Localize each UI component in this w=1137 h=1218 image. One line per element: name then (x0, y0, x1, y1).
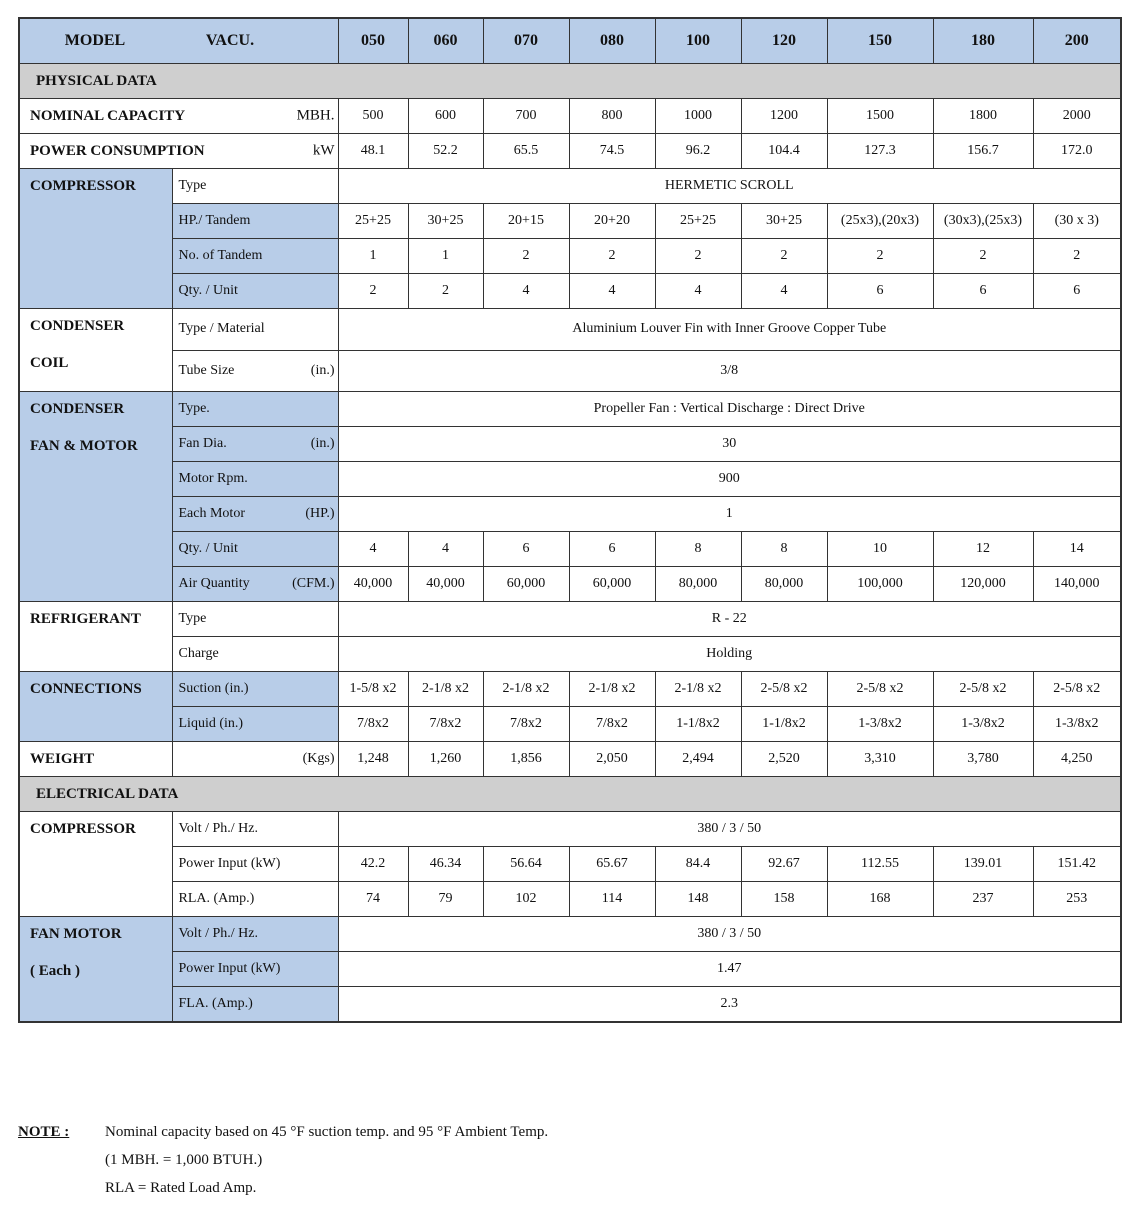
row-label-text: Liquid (in.) (178, 716, 244, 731)
table-row (19, 882, 1121, 917)
row-label-text: Volt / Ph./ Hz. (178, 926, 258, 941)
value-cell: 60,000 (569, 567, 655, 602)
value-cell: 700 (483, 99, 569, 134)
table-row (19, 392, 1121, 427)
value-cell: 1 (338, 497, 1121, 532)
value-cell: 2-1/8 x2 (408, 672, 483, 707)
value-cell: 380 / 3 / 50 (338, 917, 1121, 952)
model-header (19, 18, 338, 64)
value-cell: 2 (408, 274, 483, 309)
row-label-text: Power Input (kW) (178, 961, 281, 976)
model-number: 180 (933, 18, 1033, 64)
value-cell: 4,250 (1033, 742, 1121, 777)
value-cell: 30+25 (741, 204, 827, 239)
value-cell: 40,000 (408, 567, 483, 602)
row-label-text: HP./ Tandem (178, 213, 251, 228)
row-label (172, 952, 338, 987)
value-cell: 4 (569, 274, 655, 309)
table-row (19, 707, 1121, 742)
group-label (19, 169, 172, 309)
model-number: 150 (827, 18, 933, 64)
value-cell: 3/8 (338, 350, 1121, 392)
row-label (19, 99, 338, 134)
note-line-1: Nominal capacity based on 45 °F suction temp. and 95 °F Ambient Temp. (105, 1124, 549, 1140)
value-cell: 8 (655, 532, 741, 567)
row-label-text: Volt / Ph./ Hz. (178, 821, 258, 836)
value-cell: 2,050 (569, 742, 655, 777)
value-cell: 120,000 (933, 567, 1033, 602)
value-cell: 380 / 3 / 50 (338, 812, 1121, 847)
group-label-line: REFRIGERANT (30, 611, 141, 627)
unit-label: (in.) (310, 362, 335, 378)
value-cell: 100,000 (827, 567, 933, 602)
value-cell: 104.4 (741, 134, 827, 169)
value-cell: 2 (483, 239, 569, 274)
note-line-3: RLA = Rated Load Amp. (105, 1180, 257, 1196)
value-cell: 8 (741, 532, 827, 567)
spec-table (18, 17, 1122, 1023)
value-cell: 800 (569, 99, 655, 134)
table-row (19, 672, 1121, 707)
group-label-line: COMPRESSOR (30, 178, 136, 194)
unit-label: MBH. (296, 107, 335, 124)
table-row (19, 812, 1121, 847)
value-cell: 2 (1033, 239, 1121, 274)
row-label-text: Suction (in.) (178, 681, 249, 696)
value-cell: (25x3),(20x3) (827, 204, 933, 239)
value-cell: 1,260 (408, 742, 483, 777)
table-row (19, 427, 1121, 462)
row-label (19, 134, 338, 169)
value-cell: 7/8x2 (338, 707, 408, 742)
value-cell: 80,000 (655, 567, 741, 602)
value-cell: 2 (569, 239, 655, 274)
value-cell: 25+25 (338, 204, 408, 239)
group-label-line: FAN & MOTOR (30, 438, 138, 454)
value-cell: 79 (408, 882, 483, 917)
group-label-line: COMPRESSOR (30, 821, 136, 837)
value-cell: 156.7 (933, 134, 1033, 169)
row-label-text: Air Quantity (178, 576, 250, 591)
spec-body (19, 18, 1121, 1022)
value-cell: 6 (569, 532, 655, 567)
value-cell: 48.1 (338, 134, 408, 169)
value-cell: 92.67 (741, 847, 827, 882)
value-cell: 2000 (1033, 99, 1121, 134)
value-cell: 102 (483, 882, 569, 917)
group-label-line: CONDENSER (30, 318, 125, 334)
table-row (19, 134, 1121, 169)
value-cell: 1000 (655, 99, 741, 134)
value-cell: 4 (741, 274, 827, 309)
row-label (172, 707, 338, 742)
value-cell: 112.55 (827, 847, 933, 882)
value-cell: 1-3/8x2 (1033, 707, 1121, 742)
group-label (19, 392, 172, 602)
row-label-text: Power Input (kW) (178, 856, 281, 871)
table-row (19, 204, 1121, 239)
value-cell: 158 (741, 882, 827, 917)
value-cell: 7/8x2 (569, 707, 655, 742)
table-row (19, 952, 1121, 987)
model-number: 100 (655, 18, 741, 64)
value-cell: 127.3 (827, 134, 933, 169)
value-cell: 74.5 (569, 134, 655, 169)
row-label-text: Qty. / Unit (178, 541, 238, 556)
value-cell: 1200 (741, 99, 827, 134)
value-cell: 4 (408, 532, 483, 567)
row-label (19, 742, 172, 777)
value-cell: 80,000 (741, 567, 827, 602)
value-cell: 25+25 (655, 204, 741, 239)
row-label (172, 882, 338, 917)
group-label (19, 309, 172, 392)
group-label (19, 812, 172, 917)
value-cell: R - 22 (338, 602, 1121, 637)
section-row (19, 64, 1121, 99)
row-label (172, 812, 338, 847)
row-label (172, 497, 338, 532)
value-cell: 1 (408, 239, 483, 274)
section-title: ELECTRICAL DATA (19, 777, 1121, 812)
value-cell: 2-5/8 x2 (933, 672, 1033, 707)
value-cell: 20+15 (483, 204, 569, 239)
row-label-text: NOMINAL CAPACITY (30, 107, 186, 124)
value-cell: 42.2 (338, 847, 408, 882)
note-line-2: (1 MBH. = 1,000 BTUH.) (105, 1152, 263, 1168)
value-cell: 6 (483, 532, 569, 567)
table-row (19, 169, 1121, 204)
row-label (172, 567, 338, 602)
value-cell: 2-1/8 x2 (569, 672, 655, 707)
table-row (19, 350, 1121, 392)
row-label (172, 204, 338, 239)
group-label-line: FAN MOTOR (30, 926, 122, 942)
row-label-text: FLA. (Amp.) (178, 996, 253, 1011)
group-label-line: CONDENSER (30, 401, 125, 417)
value-cell: 20+20 (569, 204, 655, 239)
table-row (19, 497, 1121, 532)
row-label-text: WEIGHT (30, 750, 95, 767)
row-label-text: Type / Material (178, 321, 265, 337)
value-cell: 74 (338, 882, 408, 917)
value-cell: 4 (338, 532, 408, 567)
value-cell: 60,000 (483, 567, 569, 602)
table-row (19, 742, 1121, 777)
row-label-text: Type. (178, 401, 210, 416)
value-cell: 900 (338, 462, 1121, 497)
table-row (19, 309, 1121, 351)
row-label (172, 309, 338, 351)
value-cell: 65.5 (483, 134, 569, 169)
model-number: 080 (569, 18, 655, 64)
value-cell: 1-3/8x2 (827, 707, 933, 742)
note-label: NOTE : (18, 1124, 70, 1140)
value-cell: Aluminium Louver Fin with Inner Groove Copper Tube (338, 309, 1121, 351)
row-label (172, 532, 338, 567)
row-label (172, 427, 338, 462)
row-label-text: Each Motor (178, 506, 245, 521)
vacu-label: VACU. (205, 32, 255, 49)
row-label (172, 637, 338, 672)
value-cell: 4 (483, 274, 569, 309)
model-number: 070 (483, 18, 569, 64)
section-title: PHYSICAL DATA (19, 64, 1121, 99)
model-number: 200 (1033, 18, 1121, 64)
unit-label: (HP.) (305, 506, 335, 521)
value-cell: 56.64 (483, 847, 569, 882)
value-cell: 114 (569, 882, 655, 917)
row-label (172, 462, 338, 497)
unit-label: (in.) (310, 436, 335, 451)
value-cell: 2 (338, 274, 408, 309)
model-label: MODEL (64, 32, 126, 49)
row-label (172, 274, 338, 309)
table-row (19, 239, 1121, 274)
row-label (172, 169, 338, 204)
value-cell: 10 (827, 532, 933, 567)
row-label (172, 350, 338, 392)
table-row (19, 917, 1121, 952)
row-label (172, 847, 338, 882)
value-cell: 52.2 (408, 134, 483, 169)
value-cell: 2.3 (338, 987, 1121, 1023)
value-cell: 6 (933, 274, 1033, 309)
value-cell: 7/8x2 (483, 707, 569, 742)
value-cell: 3,780 (933, 742, 1033, 777)
row-label-text: Qty. / Unit (178, 283, 238, 298)
value-cell: Propeller Fan : Vertical Discharge : Direct Drive (338, 392, 1121, 427)
value-cell: 148 (655, 882, 741, 917)
value-cell: 1800 (933, 99, 1033, 134)
value-cell: 96.2 (655, 134, 741, 169)
value-cell: 1-5/8 x2 (338, 672, 408, 707)
row-label-text: Type (178, 611, 207, 626)
value-cell: HERMETIC SCROLL (338, 169, 1121, 204)
row-label-text: RLA. (Amp.) (178, 891, 255, 906)
value-cell: 3,310 (827, 742, 933, 777)
table-row (19, 99, 1121, 134)
value-cell: 2 (827, 239, 933, 274)
unit-label: (CFM.) (292, 576, 335, 591)
model-number: 050 (338, 18, 408, 64)
group-label (19, 917, 172, 1023)
value-cell: 1-1/8x2 (741, 707, 827, 742)
value-cell: 139.01 (933, 847, 1033, 882)
value-cell: 46.34 (408, 847, 483, 882)
row-label-text: Type (178, 178, 207, 193)
group-label-line: COIL (30, 355, 69, 371)
unit-label: kW (312, 142, 335, 159)
unit-cell (172, 742, 338, 777)
value-cell: 84.4 (655, 847, 741, 882)
value-cell: 65.67 (569, 847, 655, 882)
table-row (19, 532, 1121, 567)
value-cell: Holding (338, 637, 1121, 672)
value-cell: 30 (338, 427, 1121, 462)
value-cell: 2-5/8 x2 (1033, 672, 1121, 707)
value-cell: 2 (933, 239, 1033, 274)
row-label (172, 602, 338, 637)
value-cell: 40,000 (338, 567, 408, 602)
model-number: 120 (741, 18, 827, 64)
value-cell: (30 x 3) (1033, 204, 1121, 239)
row-label (172, 917, 338, 952)
row-label-text: Fan Dia. (178, 436, 227, 451)
value-cell: 30+25 (408, 204, 483, 239)
row-label (172, 392, 338, 427)
value-cell: 6 (1033, 274, 1121, 309)
value-cell: 1,248 (338, 742, 408, 777)
value-cell: 1,856 (483, 742, 569, 777)
value-cell: 151.42 (1033, 847, 1121, 882)
model-number: 060 (408, 18, 483, 64)
value-cell: 2-1/8 x2 (483, 672, 569, 707)
value-cell: 6 (827, 274, 933, 309)
value-cell: 1-1/8x2 (655, 707, 741, 742)
table-row (19, 274, 1121, 309)
group-label-line: ( Each ) (30, 963, 80, 979)
group-label-line: CONNECTIONS (30, 681, 142, 697)
group-label (19, 602, 172, 672)
value-cell: 253 (1033, 882, 1121, 917)
value-cell: 2 (741, 239, 827, 274)
header-row (19, 18, 1121, 64)
value-cell: (30x3),(25x3) (933, 204, 1033, 239)
table-row (19, 567, 1121, 602)
value-cell: 2-1/8 x2 (655, 672, 741, 707)
value-cell: 1.47 (338, 952, 1121, 987)
value-cell: 500 (338, 99, 408, 134)
value-cell: 1-3/8x2 (933, 707, 1033, 742)
row-label-text: POWER CONSUMPTION (30, 142, 205, 159)
unit-label: (Kgs) (302, 751, 335, 766)
row-label (172, 987, 338, 1023)
value-cell: 172.0 (1033, 134, 1121, 169)
row-label-text: Charge (178, 646, 219, 661)
row-label-text: Motor Rpm. (178, 471, 248, 486)
row-label-text: Tube Size (178, 362, 235, 378)
table-row (19, 462, 1121, 497)
value-cell: 7/8x2 (408, 707, 483, 742)
value-cell: 1500 (827, 99, 933, 134)
value-cell: 2-5/8 x2 (741, 672, 827, 707)
table-row (19, 602, 1121, 637)
value-cell: 2-5/8 x2 (827, 672, 933, 707)
value-cell: 14 (1033, 532, 1121, 567)
row-label-text: No. of Tandem (178, 248, 263, 263)
value-cell: 237 (933, 882, 1033, 917)
value-cell: 12 (933, 532, 1033, 567)
table-row (19, 987, 1121, 1023)
row-label (172, 672, 338, 707)
value-cell: 2,520 (741, 742, 827, 777)
row-label (172, 239, 338, 274)
group-label (19, 672, 172, 742)
value-cell: 4 (655, 274, 741, 309)
value-cell: 1 (338, 239, 408, 274)
table-row (19, 847, 1121, 882)
value-cell: 168 (827, 882, 933, 917)
value-cell: 600 (408, 99, 483, 134)
value-cell: 2,494 (655, 742, 741, 777)
table-row (19, 637, 1121, 672)
section-row (19, 777, 1121, 812)
value-cell: 2 (655, 239, 741, 274)
value-cell: 140,000 (1033, 567, 1121, 602)
